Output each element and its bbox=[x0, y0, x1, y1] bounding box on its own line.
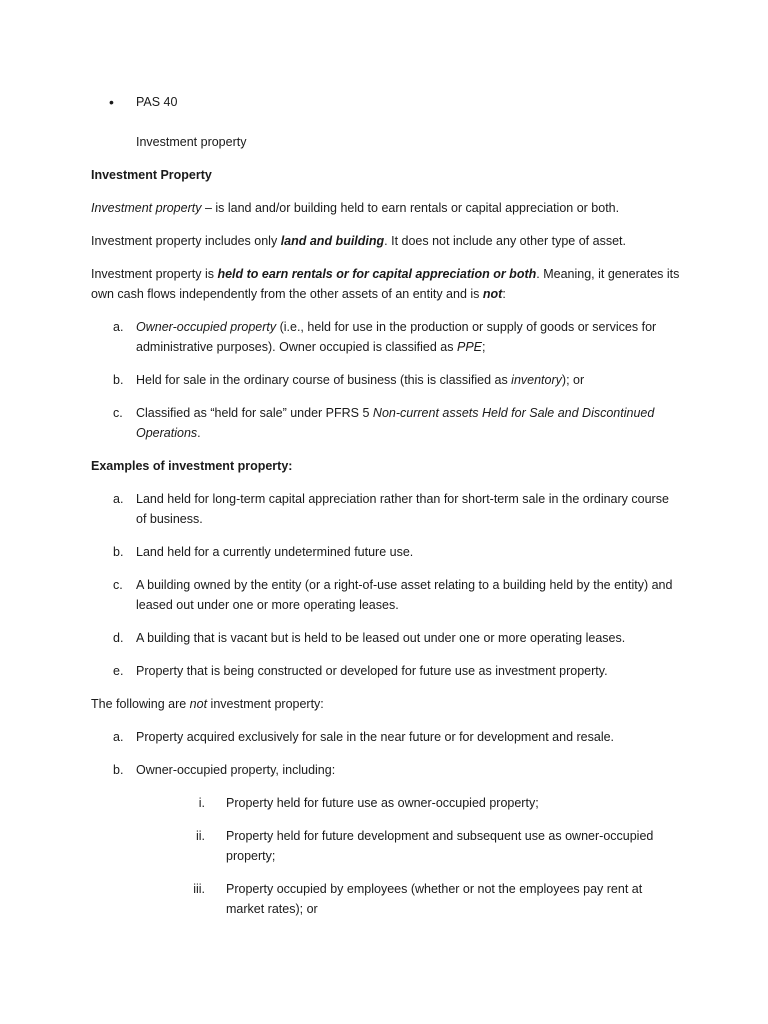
list-marker: c. bbox=[113, 578, 123, 592]
list-text: A building owned by the entity (or a right-of-use asset relating to a building held by the entity) and leased out under one or more operating leases. bbox=[136, 578, 673, 612]
definition-text: – is land and/or building held to earn rentals or capital appreciation or both. bbox=[201, 201, 620, 215]
definition-paragraph bbox=[91, 198, 691, 218]
sub-list-text: Property occupied by employees (whether or not the employees pay rent at market rates); or bbox=[226, 882, 643, 916]
not-ip-heading-post: investment property: bbox=[207, 697, 324, 711]
standard-subtitle: Investment property bbox=[136, 135, 247, 149]
list-marker: b. bbox=[113, 545, 124, 559]
section-heading: Investment Property bbox=[91, 168, 212, 182]
includes-paragraph bbox=[91, 231, 691, 251]
list-text bbox=[136, 370, 676, 390]
bullet-icon: • bbox=[109, 94, 114, 110]
list-marker: c. bbox=[113, 406, 123, 420]
list-marker: a. bbox=[113, 730, 124, 744]
list-marker: a. bbox=[113, 320, 124, 334]
definition-term: Investment property bbox=[91, 201, 202, 215]
held-mid: . Meaning, it generates its own cash flows independently from the other assets of an entity and is bbox=[91, 267, 680, 301]
list-text-part: . bbox=[197, 426, 201, 440]
list-text: Land held for long-term capital appreciation rather than for short-term sale in the ordinary course of business. bbox=[136, 492, 669, 526]
list-marker: a. bbox=[113, 492, 124, 506]
sub-list-marker: iii. bbox=[193, 882, 205, 896]
not-ip-heading bbox=[91, 694, 691, 714]
not-ip-heading-pre: The following are bbox=[91, 697, 190, 711]
list-text: Property that is being constructed or developed for future use as investment property. bbox=[136, 664, 608, 678]
list-text: Land held for a currently undetermined future use. bbox=[136, 545, 414, 559]
list-emphasis: inventory bbox=[511, 373, 562, 387]
held-colon: : bbox=[502, 287, 506, 301]
list-text bbox=[136, 403, 676, 443]
held-emphasis: held to earn rentals or for capital appreciation or both bbox=[217, 267, 537, 281]
includes-emphasis: land and building bbox=[280, 234, 385, 248]
sub-list-marker: i. bbox=[198, 796, 205, 810]
list-text-part: Classified as “held for sale” under PFRS 5 bbox=[136, 406, 373, 420]
list-text bbox=[136, 317, 676, 357]
list-emphasis: Owner-occupied property bbox=[136, 320, 277, 334]
sub-list-text: Property held for future development and subsequent use as owner-occupied property; bbox=[226, 829, 654, 863]
includes-post: . It does not include any other type of asset. bbox=[384, 234, 626, 248]
sub-list-text: Property held for future use as owner-occupied property; bbox=[226, 796, 539, 810]
list-emphasis: PPE bbox=[456, 340, 482, 354]
includes-pre: Investment property includes only bbox=[91, 234, 281, 248]
list-text-part: ; bbox=[482, 340, 486, 354]
not-ip-heading-emphasis: not bbox=[189, 697, 208, 711]
list-text-part: Held for sale in the ordinary course of business (this is classified as bbox=[136, 373, 512, 387]
list-text: Owner-occupied property, including: bbox=[136, 763, 336, 777]
list-marker: d. bbox=[113, 631, 124, 645]
standard-code: PAS 40 bbox=[136, 95, 178, 109]
list-marker: b. bbox=[113, 763, 124, 777]
held-pre: Investment property is bbox=[91, 267, 218, 281]
examples-heading: Examples of investment property: bbox=[91, 459, 293, 473]
list-text: Property acquired exclusively for sale in the near future or for development and resale. bbox=[136, 730, 615, 744]
held-paragraph bbox=[91, 264, 691, 304]
list-text: A building that is vacant but is held to be leased out under one or more operating leases. bbox=[136, 631, 626, 645]
list-marker: e. bbox=[113, 664, 124, 678]
held-not: not bbox=[482, 287, 503, 301]
sub-list-marker: ii. bbox=[195, 829, 205, 843]
list-text-part: (i.e., held for use in the production or supply of goods or services for administrative purposes). Owner occupied is classified as bbox=[136, 320, 657, 354]
list-marker: b. bbox=[113, 373, 124, 387]
list-text-part: ); or bbox=[561, 373, 585, 387]
list-emphasis: Non-current assets Held for Sale and Discontinued Operations bbox=[136, 406, 655, 440]
